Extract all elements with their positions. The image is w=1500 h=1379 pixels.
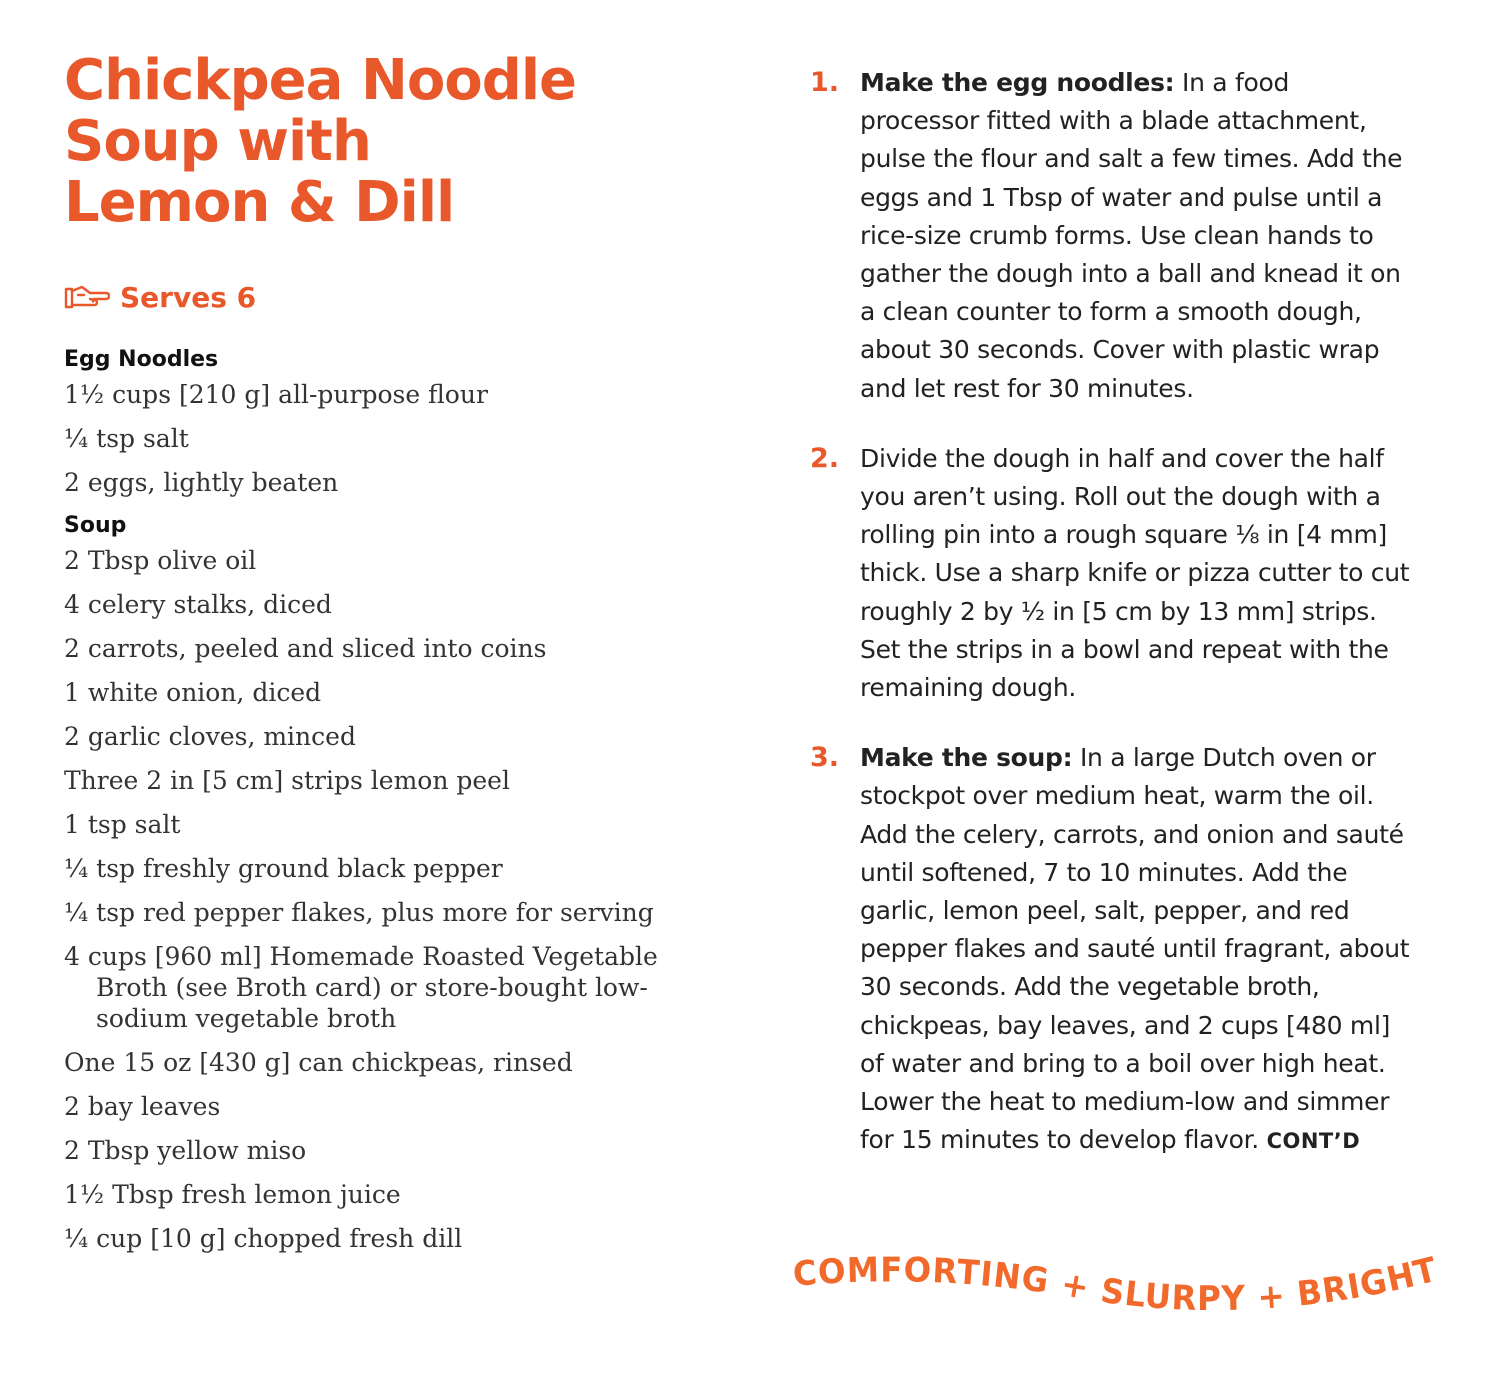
ingredient-item: 1½ cups [210 g] all-purpose flour [64,380,488,409]
ingredient-item: ¼ cup [10 g] chopped fresh dill [64,1224,463,1253]
step-body: In a food processor fitted with a blade attachment, pulse the flour and salt a few times. Add the eggs and 1 Tbsp of water and pulse until a rice-size crumb forms. Use clean hands to gather the dough into a ball and knead it on a clean counter to form a smooth dough, about 30 seconds. Cover with plastic wrap and let rest for 30 minutes. [860,68,1403,403]
left-column [64,50,704,1267]
ingredient-item: 2 Tbsp olive oil [64,546,257,575]
serves-label: Serves 6 [120,280,257,314]
ingredient-item: 4 celery stalks, diced [64,590,332,619]
title-line: Lemon & Dill [64,170,455,235]
continued-label: CONT’D [1266,1129,1361,1154]
tagline-banner [790,1250,1450,1330]
ingredient-item: 4 cups [960 ml] Homemade Roasted Vegetable Broth (see Broth card) or store-bought low-sodium vegetable broth [64,942,658,1033]
ingredient-item: 2 eggs, lightly beaten [64,468,339,497]
ingredient-item: 1 white onion, diced [64,678,322,707]
section-heading-soup: Soup [64,513,127,538]
section-heading-egg-noodles: Egg Noodles [64,347,219,372]
step-number: 2. [810,442,840,474]
ingredient-item: ¼ tsp freshly ground black pepper [64,854,503,883]
ingredient-item: 1 tsp salt [64,810,181,839]
ingredient-item: ¼ tsp salt [64,424,189,453]
pointing-hand-icon [64,283,110,311]
step-lead: Make the soup: [860,743,1073,773]
ingredient-item: ¼ tsp red pepper flakes, plus more for serving [64,898,654,927]
ingredient-item: 2 bay leaves [64,1092,221,1121]
ingredient-item: 2 carrots, peeled and sliced into coins [64,634,547,663]
ingredient-list-soup [64,545,704,1254]
step-text [860,64,1410,408]
step-body: Divide the dough in half and cover the half you aren’t using. Roll out the dough with a rolling pin into a rough square ⅛ in [4 mm] thick. Use a sharp knife or pizza cutter to cut roughly 2 by ½ in [5 cm by 13 mm] strips. Set the strips in a bowl and repeat with the remaining dough. [860,443,1410,703]
ingredient-item: One 15 oz [430 g] can chickpeas, rinsed [64,1048,573,1077]
ingredient-item: Three 2 in [5 cm] strips lemon peel [64,766,510,795]
ingredient-item: 2 garlic cloves, minced [64,722,356,751]
step-text [860,739,1410,1160]
ingredient-item: 2 Tbsp yellow miso [64,1136,307,1165]
title-line: Soup with [64,109,371,174]
serves-row [64,279,704,315]
step-lead: Make the egg noodles: [860,68,1175,97]
method-step-2 [810,440,1410,707]
step-number: 3. [810,742,840,774]
tagline-text [791,1250,1441,1319]
method-step-1 [810,64,1410,408]
ingredient-list-egg-noodles [64,379,704,498]
step-text [860,440,1410,707]
ingredient-item: 1½ Tbsp fresh lemon juice [64,1180,401,1209]
tagline-textpath: COMFORTING + SLURPY + BRIGHT [791,1250,1443,1320]
title-line: Chickpea Noodle [64,48,577,113]
method-step-3 [810,739,1410,1160]
step-number: 1. [810,67,840,98]
right-column-method [810,64,1410,1192]
recipe-title [64,50,704,233]
step-body: In a large Dutch oven or stockpot over medium heat, warm the oil. Add the celery, carrots, and onion and sauté until softened, 7 to 10 minutes. Add the garlic, lemon peel, salt, pepper, and red pepper flakes and sauté until fragrant, about 30 seconds. Add the vegetable broth, chickpeas, bay leaves, and 2 cups [480 ml] of water and bring to a boil over high heat. Lower the heat to medium-low and simmer for 15 minutes to develop flavor. [860,743,1410,1155]
